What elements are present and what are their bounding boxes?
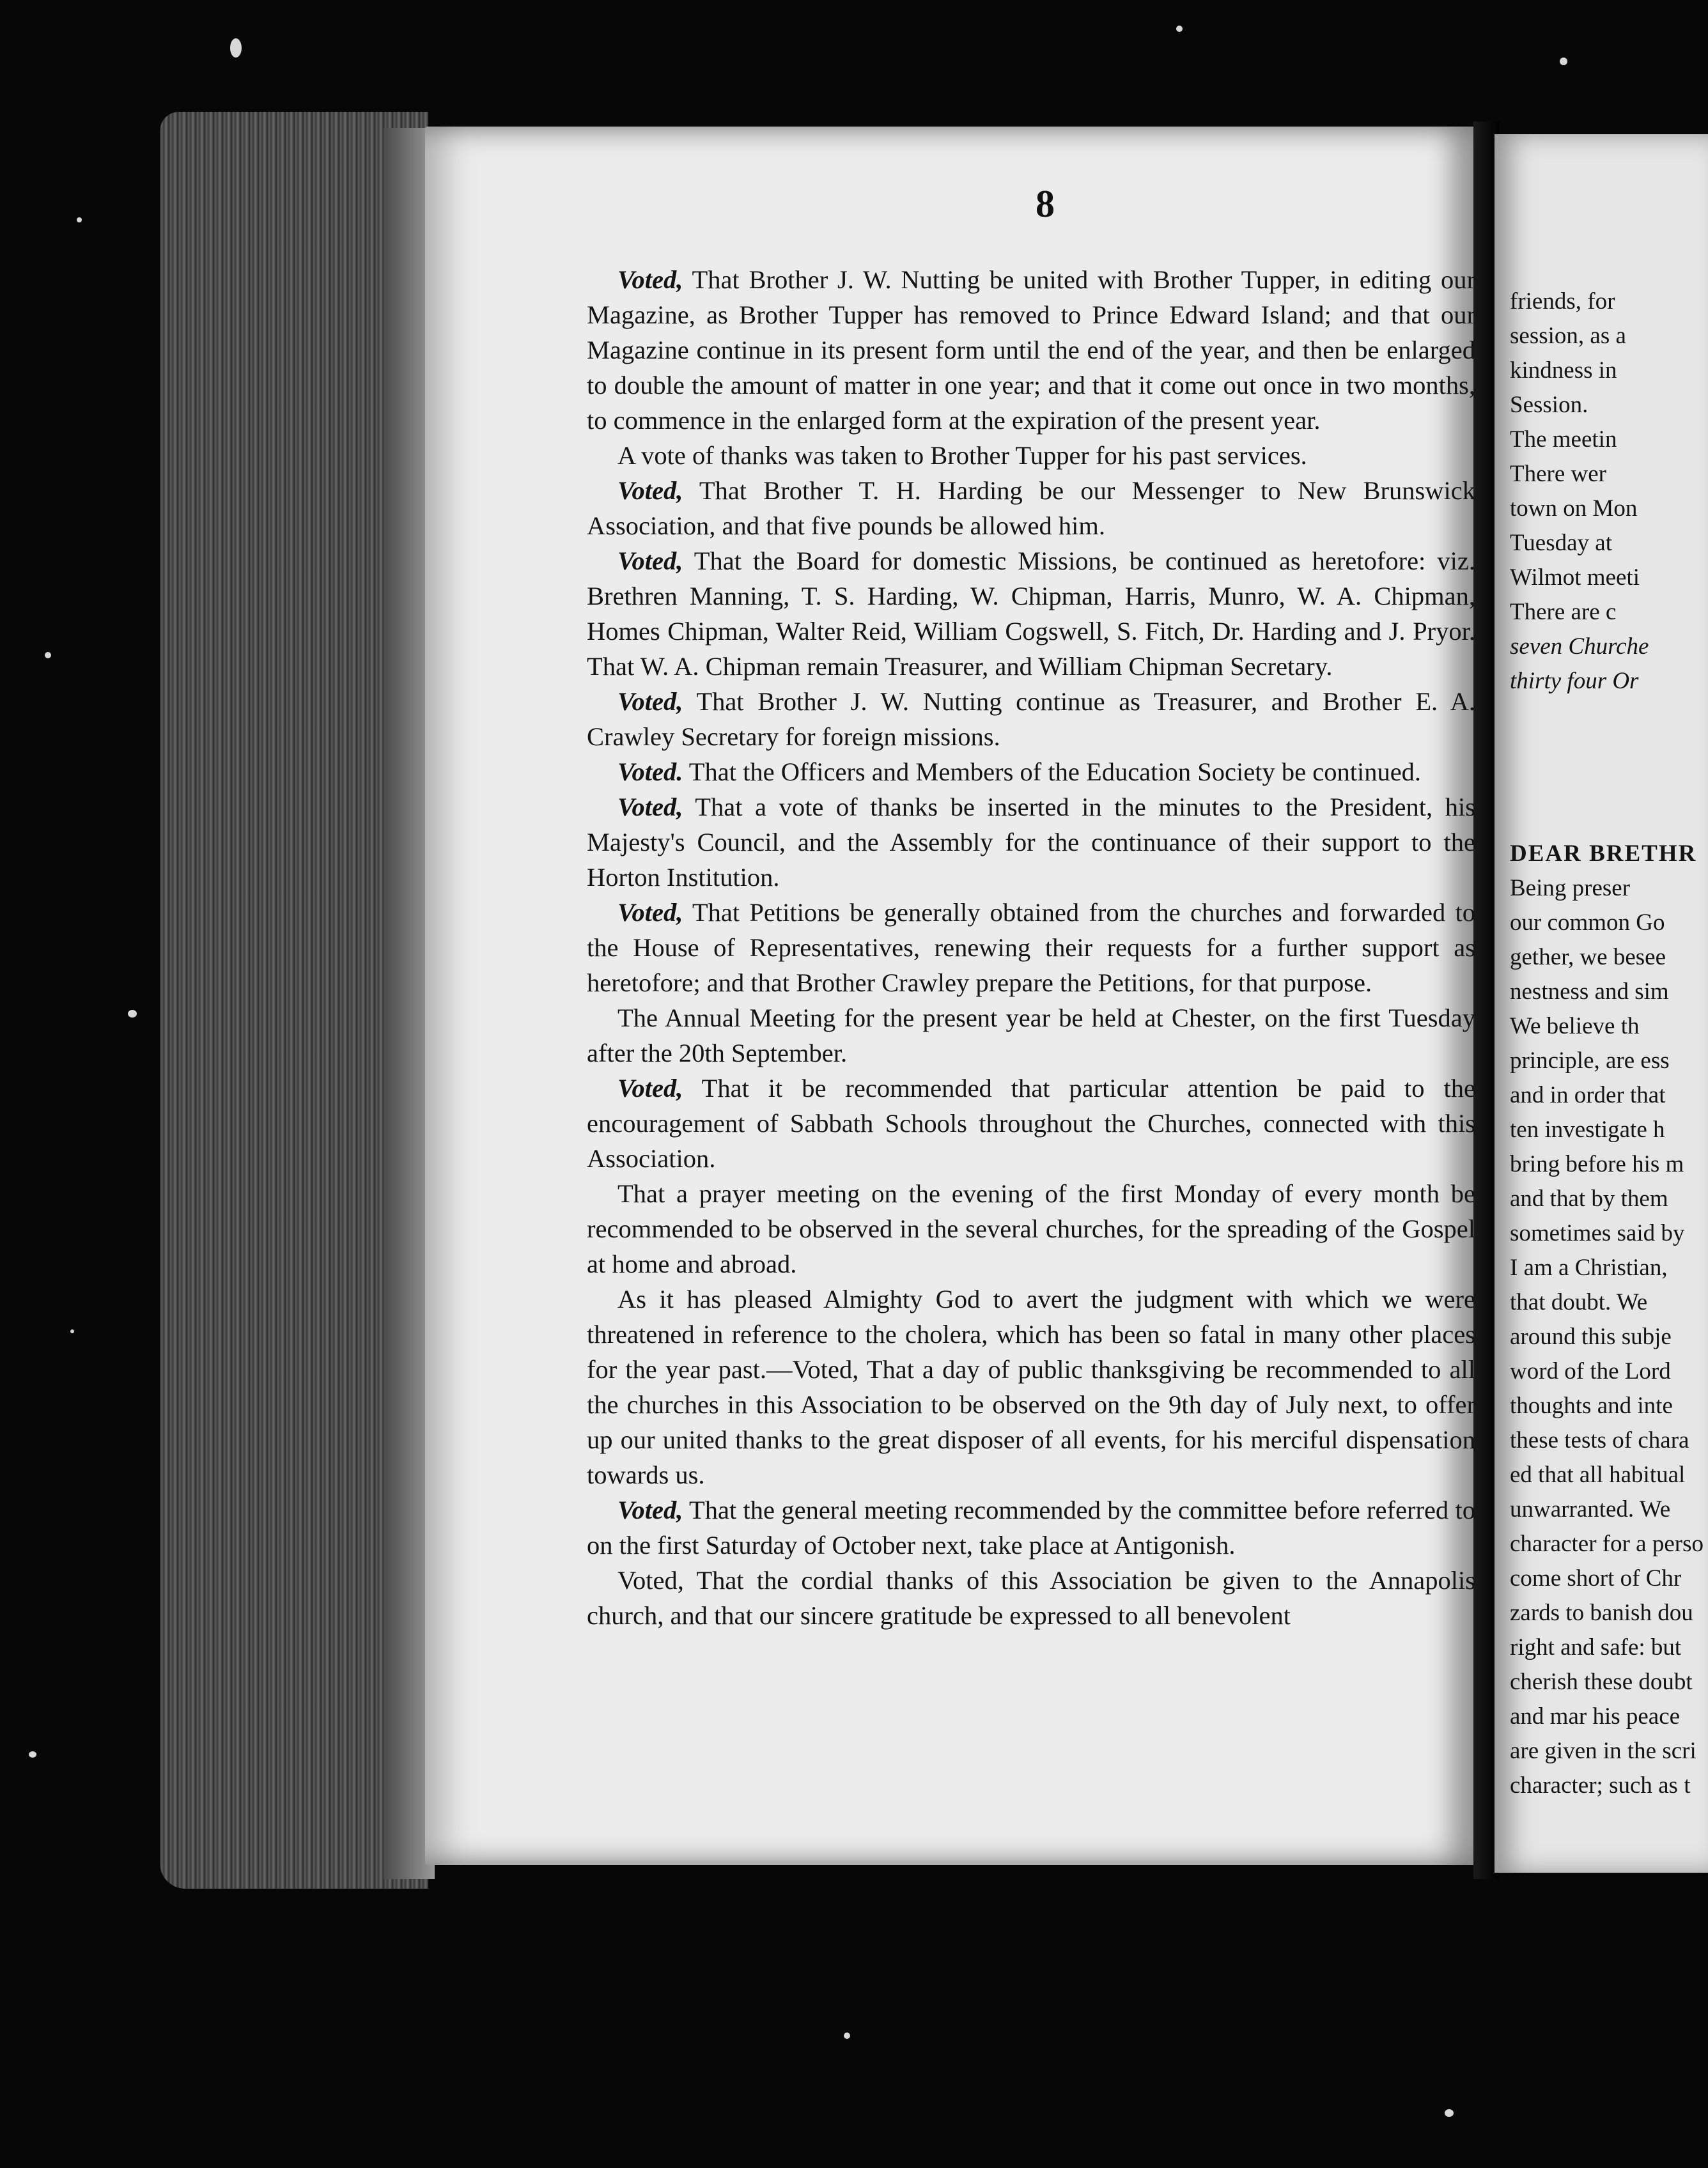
right-page-line: around this subje bbox=[1510, 1324, 1672, 1350]
paragraph-text: That the Officers and Members of the Education Society be continued. bbox=[683, 757, 1422, 786]
right-page-line: sometimes said by bbox=[1510, 1220, 1685, 1246]
right-page-line bbox=[1510, 768, 1708, 802]
dust-speck bbox=[1560, 58, 1567, 65]
right-page-line: DEAR BRETHR bbox=[1510, 840, 1697, 867]
right-page-line: zards to banish dou bbox=[1510, 1600, 1693, 1626]
right-page-line: character; such as t bbox=[1510, 1772, 1691, 1799]
paragraph-text: The Annual Meeting for the present year be held at Chester, on the first Tuesday after the 20th September. bbox=[587, 1003, 1475, 1067]
right-page-line: these tests of chara bbox=[1510, 1427, 1689, 1453]
right-page-line bbox=[1510, 699, 1708, 733]
right-page-line: Session. bbox=[1510, 392, 1588, 418]
paragraph-text: That a prayer meeting on the evening of the first Monday of every month be recommended to be observed in the several churches, for the spreading of the Gospel at home and abroad. bbox=[587, 1179, 1475, 1278]
paragraph-text: Voted, That the cordial thanks of this Association be given to the Annapolis church, and that our sincere gratitude be expressed to all benevolent bbox=[587, 1566, 1475, 1630]
paragraph bbox=[587, 473, 1475, 543]
right-page-line: word of the Lord bbox=[1510, 1358, 1671, 1384]
right-page-line: seven Churche bbox=[1510, 633, 1649, 660]
paragraph-lead: Voted. bbox=[617, 757, 683, 786]
right-page-line: thoughts and inte bbox=[1510, 1393, 1673, 1419]
paragraph-lead: Voted, bbox=[617, 1496, 683, 1524]
right-page-line: gether, we besee bbox=[1510, 944, 1666, 970]
right-page-line: right and safe: but bbox=[1510, 1634, 1682, 1661]
dust-speck bbox=[230, 38, 242, 58]
paragraph-text: That Petitions be generally obtained from the churches and forwarded to the House of Representatives, renewing their requests for a further support as heretofore; and that Brother Crawley prepare the Petitions, for that purpose. bbox=[587, 898, 1475, 997]
dust-speck bbox=[77, 217, 82, 222]
paragraph-text: That Brother J. W. Nutting continue as Treasurer, and Brother E. A. Crawley Secretary for foreign missions. bbox=[587, 687, 1475, 751]
paragraph-text: That it be recommended that particular attention be paid to the encouragement of Sabbath Schools throughout the Churches, connected with this Association. bbox=[587, 1074, 1475, 1173]
right-page-line bbox=[1510, 733, 1708, 768]
paragraph-text: A vote of thanks was taken to Brother Tupper for his past services. bbox=[617, 441, 1307, 470]
right-page bbox=[1494, 134, 1708, 1873]
right-page-line: I am a Christian, bbox=[1510, 1255, 1668, 1281]
right-page-line: There are c bbox=[1510, 599, 1617, 625]
right-page-line: character for a perso bbox=[1510, 1531, 1704, 1557]
paragraph bbox=[587, 895, 1475, 1000]
paragraph bbox=[587, 684, 1475, 754]
right-page-line: kindness in bbox=[1510, 357, 1617, 383]
right-page-line: nestness and sim bbox=[1510, 979, 1669, 1005]
right-page-line: There wer bbox=[1510, 461, 1606, 487]
paragraph-text: That a vote of thanks be inserted in the minutes to the President, his Majesty's Council, and the Assembly for the continuance of their support to the Horton Institution. bbox=[587, 793, 1475, 892]
right-page-line: and that by them bbox=[1510, 1186, 1668, 1212]
paragraph-lead: Voted, bbox=[617, 687, 683, 716]
page-number: 8 bbox=[1036, 183, 1055, 225]
paragraph-text: That Brother J. W. Nutting be united with Brother Tupper, in editing our Magazine, as Brother Tupper has removed to Prince Edward Island; and that our Magazine continue in its present form until the end of the year, and then be enlarged to double the amount of matter in one year; and that it come out once in two months, to commence in the enlarged form at the expiration of the present year. bbox=[587, 265, 1475, 435]
paragraph bbox=[587, 438, 1475, 473]
right-page-line: ed that all habitual bbox=[1510, 1462, 1686, 1488]
right-page-line: come short of Chr bbox=[1510, 1565, 1682, 1591]
dust-speck bbox=[45, 652, 51, 658]
paragraph-lead: Voted, bbox=[617, 1074, 683, 1103]
paragraph-lead: Voted, bbox=[617, 898, 683, 927]
paragraph-lead: Voted, bbox=[617, 546, 683, 575]
right-page-line: and in order that bbox=[1510, 1082, 1666, 1108]
dust-speck bbox=[70, 1329, 74, 1333]
right-page-line: town on Mon bbox=[1510, 495, 1638, 522]
paragraph bbox=[587, 262, 1475, 438]
paragraph bbox=[587, 1492, 1475, 1563]
paragraph-text: That Brother T. H. Harding be our Messenger to New Brunswick Association, and that five pounds be allowed him. bbox=[587, 476, 1475, 540]
right-page-line: bring before his m bbox=[1510, 1151, 1684, 1177]
dust-speck bbox=[1176, 26, 1183, 32]
right-page-line: principle, are ess bbox=[1510, 1048, 1670, 1074]
right-page-line: friends, for bbox=[1510, 288, 1615, 314]
right-page-line: ten investigate h bbox=[1510, 1117, 1665, 1143]
right-page-line: Being preser bbox=[1510, 875, 1631, 901]
right-page-line: that doubt. We bbox=[1510, 1289, 1648, 1315]
paragraph-lead: Voted, bbox=[617, 793, 683, 821]
paragraph-text: That the general meeting recommended by the committee before referred to on the first Saturday of October next, take place at Antigonish. bbox=[587, 1496, 1475, 1560]
right-page-line: Tuesday at bbox=[1510, 530, 1612, 556]
dust-speck bbox=[1445, 2109, 1454, 2117]
right-page-line: thirty four Or bbox=[1510, 668, 1639, 694]
right-page-line: session, as a bbox=[1510, 323, 1626, 349]
left-page-body bbox=[587, 262, 1475, 1633]
right-page-line: Wilmot meeti bbox=[1510, 564, 1640, 591]
paragraph bbox=[587, 1000, 1475, 1071]
right-page-line: cherish these doubt bbox=[1510, 1669, 1693, 1695]
paragraph bbox=[587, 1563, 1475, 1633]
right-page-line: unwarranted. We bbox=[1510, 1496, 1671, 1522]
right-page-line: our common Go bbox=[1510, 910, 1665, 936]
paragraph bbox=[587, 1071, 1475, 1176]
paragraph-text: That the Board for domestic Missions, be continued as heretofore: viz. Brethren Manning, T. S. Harding, W. Chipman, Harris, Munro, W. A. Chipman, Homes Chipman, Walter Reid, William Cogswell, S. Fitch, Dr. Harding and J. Pryor. That W. A. Chipman remain Treasurer, and William Chipman Secretary. bbox=[587, 546, 1475, 681]
right-page-line bbox=[1510, 802, 1708, 837]
paragraph-lead: Voted, bbox=[617, 476, 683, 505]
dust-speck bbox=[844, 2033, 850, 2039]
paragraph bbox=[587, 543, 1475, 684]
paragraph bbox=[587, 789, 1475, 895]
paragraph bbox=[587, 1281, 1475, 1492]
paragraph-lead: Voted, bbox=[617, 265, 683, 294]
dust-speck bbox=[29, 1751, 36, 1758]
paragraph bbox=[587, 754, 1475, 789]
right-page-body bbox=[1510, 284, 1708, 1803]
paragraph bbox=[587, 1176, 1475, 1281]
right-page-line: and mar his peace bbox=[1510, 1703, 1681, 1730]
dust-speck bbox=[128, 1010, 137, 1018]
right-page-line: are given in the scri bbox=[1510, 1738, 1696, 1764]
right-page-line: We believe th bbox=[1510, 1013, 1640, 1039]
paragraph-text: As it has pleased Almighty God to avert the judgment with which we were threatened in reference to the cholera, which has been so fatal in many other places for the year past.—Voted, That a day of public thanksgiving be recommended to all the churches in this Association to be observed on the 9th day of July next, to offer up our united thanks to the great disposer of all events, for his merciful dispensation towards us. bbox=[587, 1285, 1475, 1489]
right-page-line: The meetin bbox=[1510, 426, 1617, 453]
